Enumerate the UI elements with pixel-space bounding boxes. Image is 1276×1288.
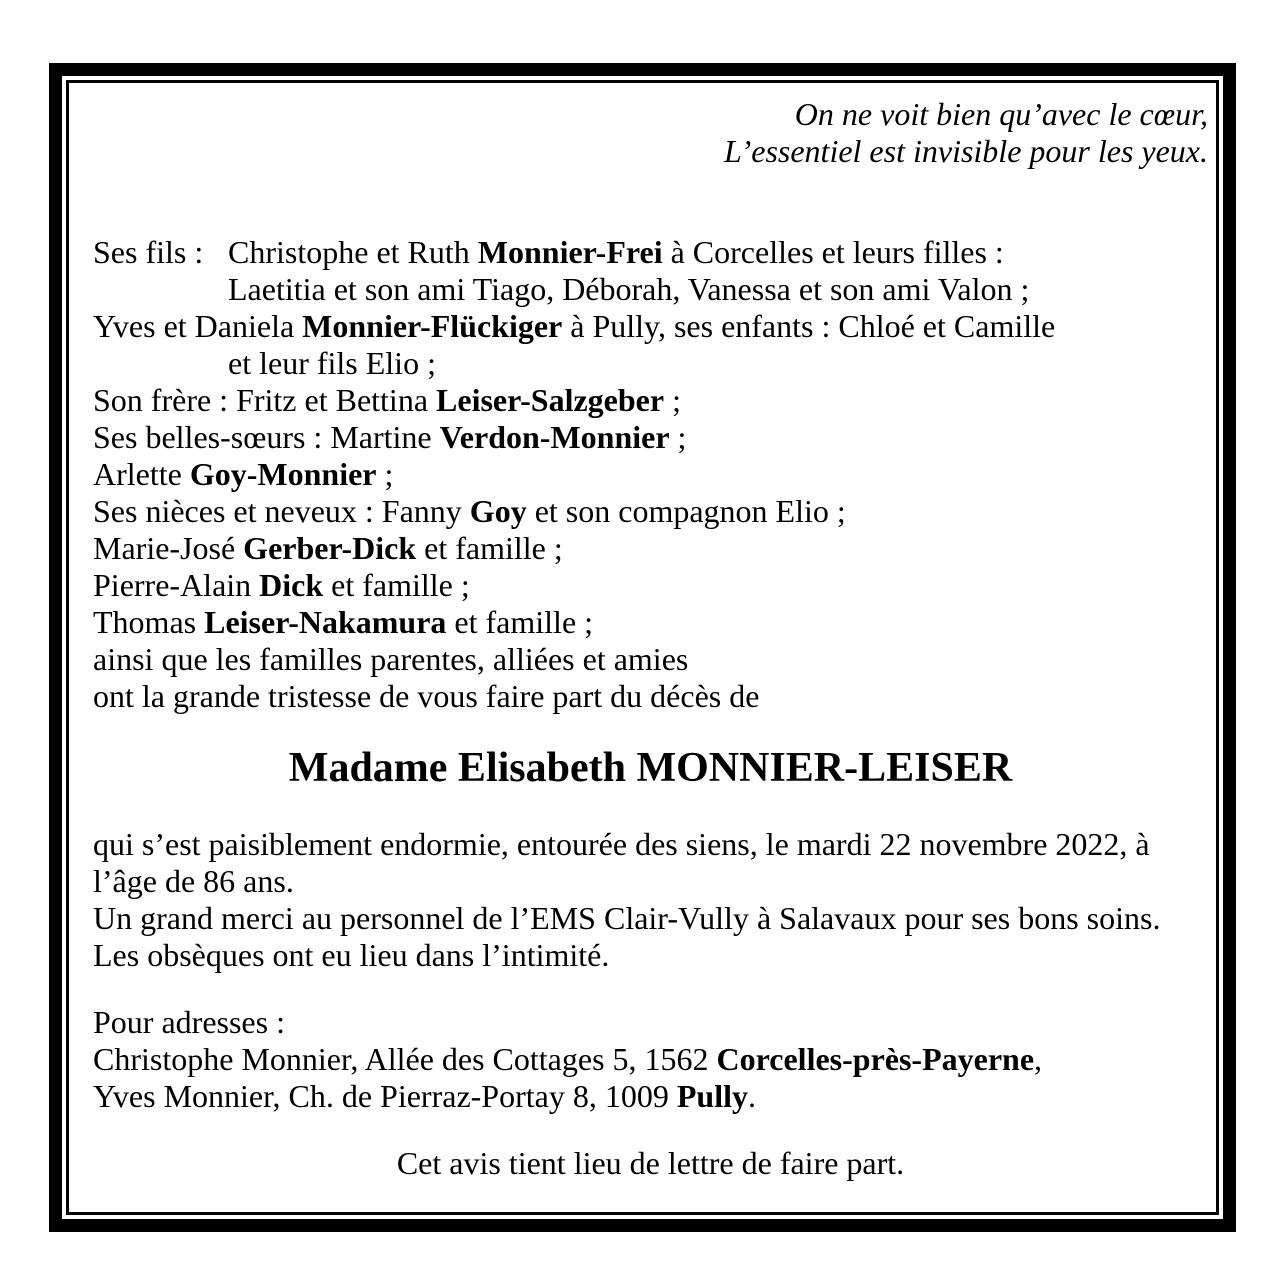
notice-line	[93, 493, 1208, 530]
footer-note: Cet avis tient lieu de lettre de faire part.	[396, 1145, 905, 1181]
notice-line	[93, 826, 1208, 863]
name-bold-segment: Goy-Monnier	[189, 456, 377, 492]
text-segment: qui s’est paisiblement endormie, entourée des siens, le mardi 22 novembre 2022, à	[93, 826, 1150, 862]
addresses-heading: Pour adresses :	[93, 1004, 285, 1040]
name-bold-segment: Monnier-Flückiger	[302, 308, 563, 344]
text-segment: Les obsèques ont eu lieu dans l’intimité.	[93, 937, 610, 973]
text-segment: l’âge de 86 ans.	[93, 863, 294, 899]
notice-line	[93, 900, 1208, 937]
epigraph	[93, 96, 1208, 170]
notice-line	[93, 937, 1208, 974]
text-segment: Son frère : Fritz et Bettina	[93, 382, 437, 418]
notice-line	[93, 1078, 1208, 1115]
text-segment: ainsi que les familles parentes, alliées et amies	[93, 641, 689, 677]
text-segment: à Pully, ses enfants : Chloé et Camille	[562, 308, 1056, 344]
text-segment: à Corcelles et leurs filles :	[662, 234, 1004, 270]
text-segment: Un grand merci au personnel de l’EMS Clair-Vully à Salavaux pour ses bons soins.	[93, 900, 1161, 936]
text-segment: et famille ;	[323, 567, 470, 603]
notice-line	[93, 382, 1208, 419]
notice-line	[93, 271, 1208, 308]
text-segment: ont la grande tristesse de vous faire part du décès de	[93, 678, 760, 714]
text-segment: ;	[376, 456, 394, 492]
text-segment: .	[747, 1078, 756, 1114]
notice-line	[93, 678, 1208, 715]
notice-line	[93, 1041, 1208, 1078]
text-segment: ;	[664, 382, 681, 418]
text-segment: Ses nièces et neveux : Fanny	[93, 493, 470, 529]
text-segment: et leur fils Elio ;	[228, 345, 436, 381]
notice-line	[93, 456, 1208, 493]
text-segment: Thomas	[93, 604, 205, 640]
text-segment: Arlette	[93, 456, 190, 492]
notice-line	[93, 419, 1208, 456]
text-segment: Laetitia et son ami Tiago, Déborah, Vanessa et son ami Valon ;	[228, 271, 1030, 307]
name-bold-segment: Pully	[676, 1078, 748, 1114]
text-segment: Marie-José	[93, 530, 244, 566]
text-segment: Pierre-Alain	[93, 567, 260, 603]
name-bold-segment: Verdon-Monnier	[439, 419, 670, 455]
deceased-name: Madame Elisabeth MONNIER-LEISER	[288, 745, 1013, 791]
name-bold-segment: Dick	[259, 567, 324, 603]
name-bold-segment: Leiser-Salzgeber	[436, 382, 665, 418]
text-segment: Christophe Monnier, Allée des Cottages 5, 1562	[93, 1041, 717, 1077]
death-details	[93, 826, 1208, 974]
notice-line	[93, 530, 1208, 567]
text-segment: ,	[1034, 1041, 1043, 1077]
family-list	[93, 234, 1208, 715]
notice-frame-outer	[49, 63, 1236, 1232]
name-bold-segment: Goy	[469, 493, 527, 529]
name-bold-segment: Leiser-Nakamura	[204, 604, 447, 640]
text-segment: et son compagnon Elio ;	[526, 493, 846, 529]
line-label: Ses fils :	[93, 234, 204, 270]
notice-line	[93, 863, 1208, 900]
text-segment: Ses belles-sœurs : Martine	[93, 419, 440, 455]
name-bold-segment: Gerber-Dick	[243, 530, 417, 566]
name-bold-segment: Monnier-Frei	[477, 234, 663, 270]
text-segment: et famille ;	[416, 530, 563, 566]
notice-line	[93, 345, 1208, 382]
text-segment: Yves Monnier, Ch. de Pierraz-Portay 8, 1009	[93, 1078, 677, 1114]
addresses-section	[93, 1004, 1208, 1115]
text-segment: Christophe et Ruth	[228, 234, 478, 270]
text-segment: ;	[669, 419, 687, 455]
epigraph-line-1: On ne voit bien qu’avec le cœur,	[794, 96, 1208, 132]
notice-line	[93, 641, 1208, 678]
addresses-lines	[93, 1041, 1208, 1115]
text-segment: et famille ;	[446, 604, 594, 640]
epigraph-line-2: L’essentiel est invisible pour les yeux.	[723, 133, 1208, 169]
notice-line	[93, 604, 1208, 641]
name-bold-segment: Corcelles-près-Payerne	[716, 1041, 1035, 1077]
text-segment: Yves et Daniela	[93, 308, 303, 344]
notice-frame-inner	[66, 80, 1219, 1215]
notice-content	[69, 83, 1216, 1212]
notice-line	[93, 567, 1208, 604]
notice-line	[93, 234, 1208, 271]
notice-line	[93, 308, 1208, 345]
